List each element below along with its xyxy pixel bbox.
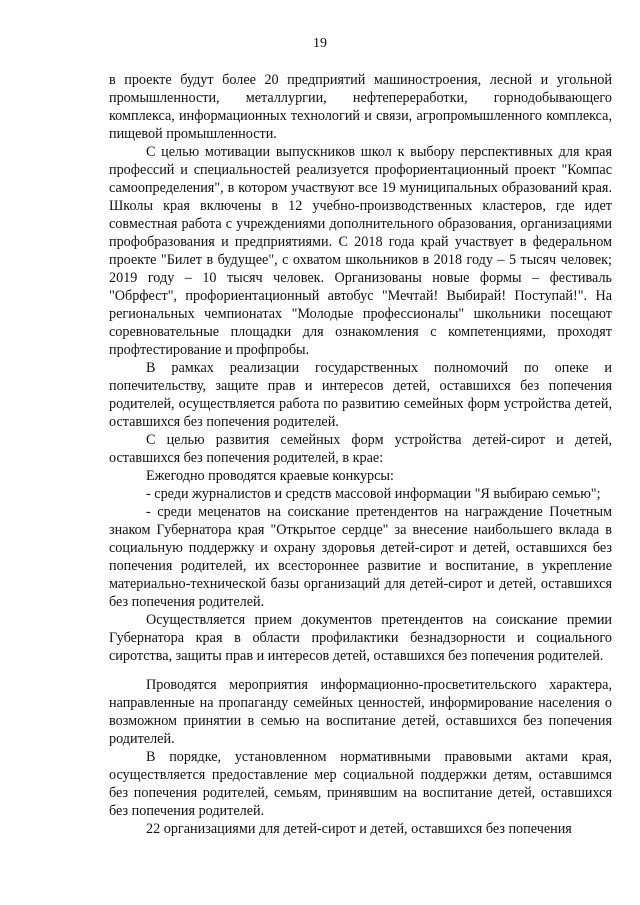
paragraph-2: С целью мотивации выпускников школ к выбору перспективных для края профессий и специальностей реализуется профориентационный проект "Компас самоопределения", в котором участвуют все 19 муниципальных образований края. Школы края включены в 12 учебно-производственных кластеров, где идет совместная работа с учреждениями дополнительного образования, организациями профобразования и предприятиями. С 2018 года край участвует в федеральном проекте "Билет в будущее", с охватом школьников в 2018 году – 5 тысяч человек; 2019 году – 10 тысяч человек. Организованы новые формы – фестиваль "Обрфест", профориентационный автобус "Мечтай! Выбирай! Поступай!". На региональных чемпионатах "Молодые профессионалы" школьники посещают соревновательные площадки для ознакомления с компетенциями, проходят профтестирование и профпробы. [109,144,612,358]
paragraph-10: В порядке, установленном нормативными правовыми актами края, осуществляется предоставление мер социальной поддержки детям, оставшимся без попечения родителей, семьям, принявшим на воспитание детей, оставшихся без попечения родителей. [109,749,612,819]
paragraph-8: Осуществляется прием документов претендентов на соискание премии Губернатора края в области профилактики безнадзорности и социального сиротства, защиты прав и интересов детей, оставшихся без попечения родителей. [109,612,612,664]
paragraph-1: в проекте будут более 20 предприятий машиностроения, лесной и угольной промышленности, металлургии, нефтепереработки, горнодобывающего комплекса, информационных технологий и связи, агропромышленного комплекса, пищевой промышленности. [109,72,612,142]
paragraph-4: С целью развития семейных форм устройства детей-сирот и детей, оставшихся без попечения родителей, в крае: [109,432,612,466]
page-number: 19 [313,36,327,51]
paragraph-7: - среди меценатов на соискание претендентов на награждение Почетным знаком Губернатора края "Открытое сердце" за внесение наибольшего вклада в социальную поддержку и охрану здоровья детей-сирот и детей, оставшихся без попечения родителей, их всестороннее развитие и воспитание, в укрепление материально-технической базы организаций для детей-сирот и детей, оставшихся без попечения родителей. [109,504,612,610]
body-text [109,71,612,838]
paragraph-11: 22 организациями для детей-сирот и детей, оставшихся без попечения [146,821,572,837]
paragraph-3: В рамках реализации государственных полномочий по опеке и попечительству, защите прав и интересов детей, оставшихся без попечения родителей, осуществляется работа по развитию семейных форм устройства детей, оставшихся без попечения родителей. [109,360,612,430]
paragraph-5: Ежегодно проводятся краевые конкурсы: [146,468,394,484]
paragraph-6: - среди журналистов и средств массовой информации "Я выбираю семью"; [146,486,601,502]
paragraph-9: Проводятся мероприятия информационно-просветительского характера, направленные на пропаганду семейных ценностей, информирование населения о возможном принятии в семью на воспитание детей, оставшихся без попечения родителей. [109,677,612,747]
